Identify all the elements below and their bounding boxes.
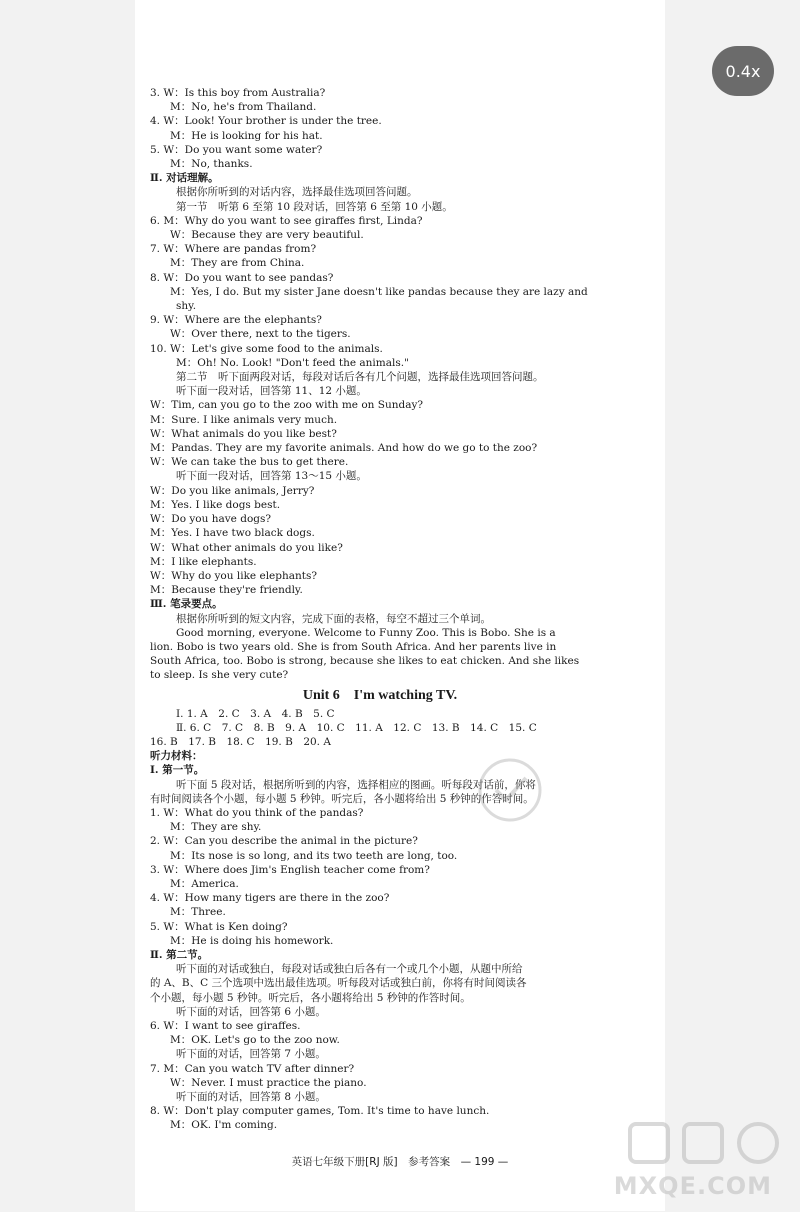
text-line: 1. W：What do you think of the pandas? — [150, 806, 364, 819]
text-line: W：What other animals do you like? — [150, 541, 343, 554]
text-line: 7. M：Can you watch TV after dinner? — [150, 1062, 355, 1075]
text-line: M：Yes. I have two black dogs. — [150, 527, 315, 540]
text-line: W：Tim, can you go to the zoo with me on Sunday? — [150, 399, 424, 412]
watermark-stamp — [470, 750, 550, 830]
text-line: W：Never. I must practice the piano. — [170, 1076, 367, 1089]
text-line: Ⅰ. 1. A 2. C 3. A 4. B 5. C — [176, 707, 335, 720]
text-line: W：Over there, next to the tigers. — [170, 328, 351, 341]
text-line: 听力材料： — [150, 750, 203, 763]
text-line: Ⅱ. 6. C 7. C 8. B 9. A 10. C 11. A 12. C 13. B 14. C 15. C — [176, 721, 537, 734]
text-line: 听下面 5 段对话，根据所听到的内容，选择相应的图画。听每段对话前，你将 — [176, 778, 536, 791]
text-line: Ⅱ. 对话理解。 — [150, 172, 219, 185]
text-line: W：What animals do you like best? — [150, 427, 337, 440]
text-line: Ⅱ. 第二节。 — [150, 948, 209, 961]
text-line: M：Three. — [170, 906, 226, 919]
text-line: 的 A、B、C 三个选项中选出最佳选项。听每段对话或独白前，你将有时间阅读各 — [150, 977, 527, 990]
text-line: W：Do you like animals, Jerry? — [150, 484, 315, 497]
text-line: 有时间阅读各个小题，每小题 5 秒钟。听完后，各小题将给出 5 秒钟的作答时间。 — [150, 792, 534, 805]
text-line: Ⅲ. 笔录要点。 — [150, 598, 223, 611]
text-line: M：He is looking for his hat. — [170, 129, 323, 142]
text-line: 6. M：Why do you want to see giraffes first, Linda? — [150, 214, 423, 227]
text-line: M：Yes. I like dogs best. — [150, 498, 281, 511]
text-line: Good morning, everyone. Welcome to Funny Zoo. This is Bobo. She is a — [176, 626, 556, 639]
text-line: 8. W：Do you want to see pandas? — [150, 271, 334, 284]
text-line: M：Its nose is so long, and its two teeth are long, too. — [170, 849, 458, 862]
text-line: 4. W：How many tigers are there in the zoo? — [150, 892, 390, 905]
text-line: M：No, thanks. — [170, 158, 253, 171]
text-line: 9. W：Where are the elephants? — [150, 314, 322, 327]
text-line: M：I like elephants. — [150, 555, 257, 568]
text-line: Ⅰ. 第一节。 — [150, 764, 205, 777]
text-line: M：Yes, I do. But my sister Jane doesn't like pandas because they are lazy and — [170, 285, 588, 298]
text-line: 3. W：Is this boy from Australia? — [150, 87, 326, 99]
text-line: 听下面的对话，回答第 7 小题。 — [176, 1048, 326, 1061]
text-line: W：Because they are very beautiful. — [170, 229, 364, 242]
page-content — [150, 86, 610, 1133]
text-line: M：America. — [170, 877, 239, 890]
text-line: M：No, he's from Thailand. — [170, 101, 317, 114]
text-line: M：They are shy. — [170, 821, 262, 834]
text-line: W：Why do you like elephants? — [150, 569, 318, 582]
text-line: M：Oh! No. Look! "Don't feed the animals." — [176, 356, 409, 369]
text-line: 4. W：Look! Your brother is under the tree. — [150, 115, 382, 128]
text-line: 根据你所听到的短文内容，完成下面的表格，每空不超过三个单词。 — [176, 612, 491, 625]
text-line: M：He is doing his homework. — [170, 934, 334, 947]
page-footer: 英语七年级下册[RJ 版] 参考答案 — 199 — — [291, 1156, 509, 1168]
text-line: M：OK. I'm coming. — [170, 1119, 278, 1132]
text-line: to sleep. Is she very cute? — [150, 669, 289, 682]
zoom-level-badge[interactable]: 0.4x — [712, 46, 774, 96]
watermark-logo — [613, 1118, 790, 1208]
text-line: M：Pandas. They are my favorite animals. And how do we go to the zoo? — [150, 442, 538, 455]
text-line: 6. W：I want to see giraffes. — [150, 1020, 301, 1032]
text-line: shy. — [176, 300, 197, 313]
text-line: M：OK. Let's go to the zoo now. — [170, 1034, 340, 1047]
text-line: W：Do you have dogs? — [150, 513, 272, 526]
text-line: 2. W：Can you describe the animal in the picture? — [150, 835, 418, 848]
text-line: 第一节 听第 6 至第 10 段对话，回答第 6 至第 10 小题。 — [176, 200, 453, 213]
text-line: 8. W：Don't play computer games, Tom. It's time to have lunch. — [150, 1105, 490, 1118]
text-line: 7. W：Where are pandas from? — [150, 243, 317, 256]
text-line: 听下面一段对话，回答第 11、12 小题。 — [176, 385, 367, 398]
text-line: lion. Bobo is two years old. She is from South Africa. And her parents live in — [150, 640, 557, 653]
text-line: 个小题，每小题 5 秒钟。听完后，各小题将给出 5 秒钟的作答时间。 — [150, 991, 471, 1004]
text-line: 听下面的对话，回答第 6 小题。 — [176, 1005, 326, 1018]
text-line: 5. W：Do you want some water? — [150, 143, 323, 156]
text-line: M：Sure. I like animals very much. — [150, 413, 338, 426]
text-line: 3. W：Where does Jim's English teacher come from? — [150, 863, 430, 876]
watermark-text: MXQE.COM — [613, 1172, 772, 1200]
text-line: 听下面的对话或独白，每段对话或独白后各有一个或几个小题，从题中所给 — [176, 963, 523, 976]
text-line: South Africa, too. Bobo is strong, because she likes to eat chicken. And she likes — [150, 655, 580, 668]
text-line: 5. W：What is Ken doing? — [150, 920, 288, 933]
text-line: W：We can take the bus to get there. — [150, 456, 349, 469]
text-line: 听下面的对话，回答第 8 小题。 — [176, 1091, 326, 1104]
text-line: 16. B 17. B 18. C 19. B 20. A — [150, 735, 331, 748]
text-line: 第二节 听下面两段对话，每段对话后各有几个问题，选择最佳选项回答问题。 — [176, 371, 544, 384]
text-line: 听下面一段对话，回答第 13～15 小题。 — [176, 470, 367, 483]
unit-title: Unit 6 I'm watching TV. — [302, 687, 458, 703]
text-line: M：They are from China. — [170, 257, 305, 270]
text-line: 根据你所听到的对话内容，选择最佳选项回答问题。 — [176, 186, 418, 199]
text-line: M：Because they're friendly. — [150, 584, 303, 597]
text-line: 10. W：Let's give some food to the animals. — [150, 342, 383, 355]
